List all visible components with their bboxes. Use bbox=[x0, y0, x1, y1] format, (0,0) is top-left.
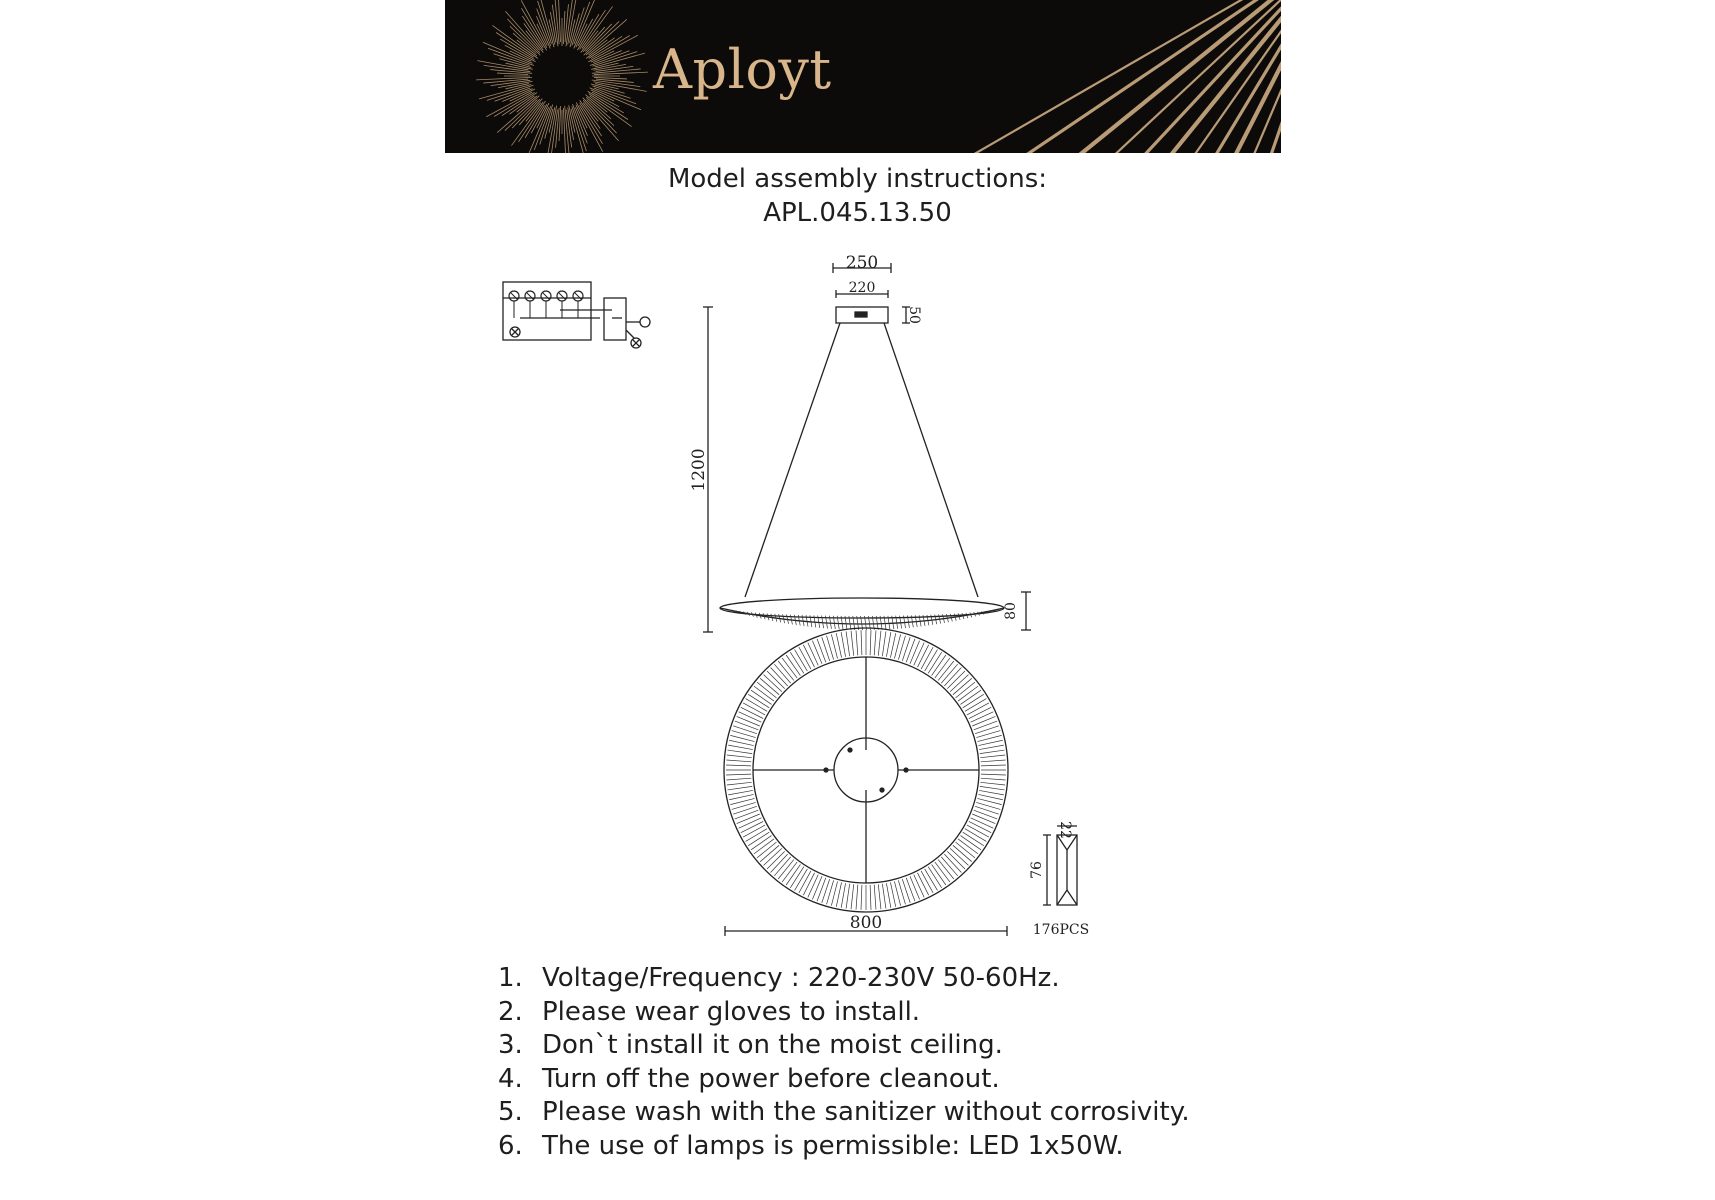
ceiling-canopy bbox=[836, 307, 888, 323]
ring-top-view bbox=[724, 628, 1008, 912]
ring-height-dimension bbox=[1021, 592, 1031, 630]
brand-name: Aployt bbox=[653, 38, 832, 101]
note-item bbox=[498, 1130, 1190, 1164]
note-item bbox=[498, 962, 1190, 996]
instruction-notes bbox=[498, 962, 1190, 1164]
canopy-outer-width-label: 250 bbox=[845, 253, 879, 273]
model-number: APL.045.13.50 bbox=[763, 198, 952, 228]
note-number: 6. bbox=[498, 1130, 523, 1161]
suspension-height-label: 1200 bbox=[689, 448, 709, 492]
wiring-diagram bbox=[503, 282, 650, 348]
note-number: 1. bbox=[498, 963, 523, 993]
crystal-height-label: 76 bbox=[1029, 861, 1045, 879]
ring-side-view bbox=[720, 598, 1004, 630]
note-number: 2. bbox=[498, 996, 523, 1027]
crystal-width-label: 22 bbox=[1057, 821, 1073, 839]
canopy-inner-width-label: 220 bbox=[848, 280, 876, 296]
document-title: Model assembly instructions: bbox=[667, 164, 1048, 194]
note-text: The use of lamps is permissible: LED 1x50W. bbox=[542, 1130, 1124, 1161]
note-item bbox=[498, 1096, 1190, 1130]
suspension-cables bbox=[745, 323, 978, 597]
note-text: Voltage/Frequency : 220-230V 50-60Hz. bbox=[542, 963, 1060, 993]
canopy-height-label: 50 bbox=[906, 306, 922, 324]
ring-diameter-label: 800 bbox=[849, 913, 883, 933]
note-number: 3. bbox=[498, 1030, 523, 1061]
note-item bbox=[498, 1029, 1190, 1063]
note-text: Please wear gloves to install. bbox=[542, 996, 921, 1027]
ring-height-label: 80 bbox=[1003, 602, 1019, 620]
note-item bbox=[498, 996, 1190, 1030]
note-item bbox=[498, 1063, 1190, 1097]
note-text: Don`t install it on the moist ceiling. bbox=[542, 1030, 1003, 1061]
crystal-count-label: 176PCS bbox=[1032, 922, 1090, 938]
note-number: 4. bbox=[498, 1063, 523, 1094]
note-number: 5. bbox=[498, 1097, 523, 1128]
note-text: Please wash with the sanitizer without corrosivity. bbox=[542, 1097, 1190, 1128]
note-text: Turn off the power before cleanout. bbox=[542, 1063, 1000, 1094]
